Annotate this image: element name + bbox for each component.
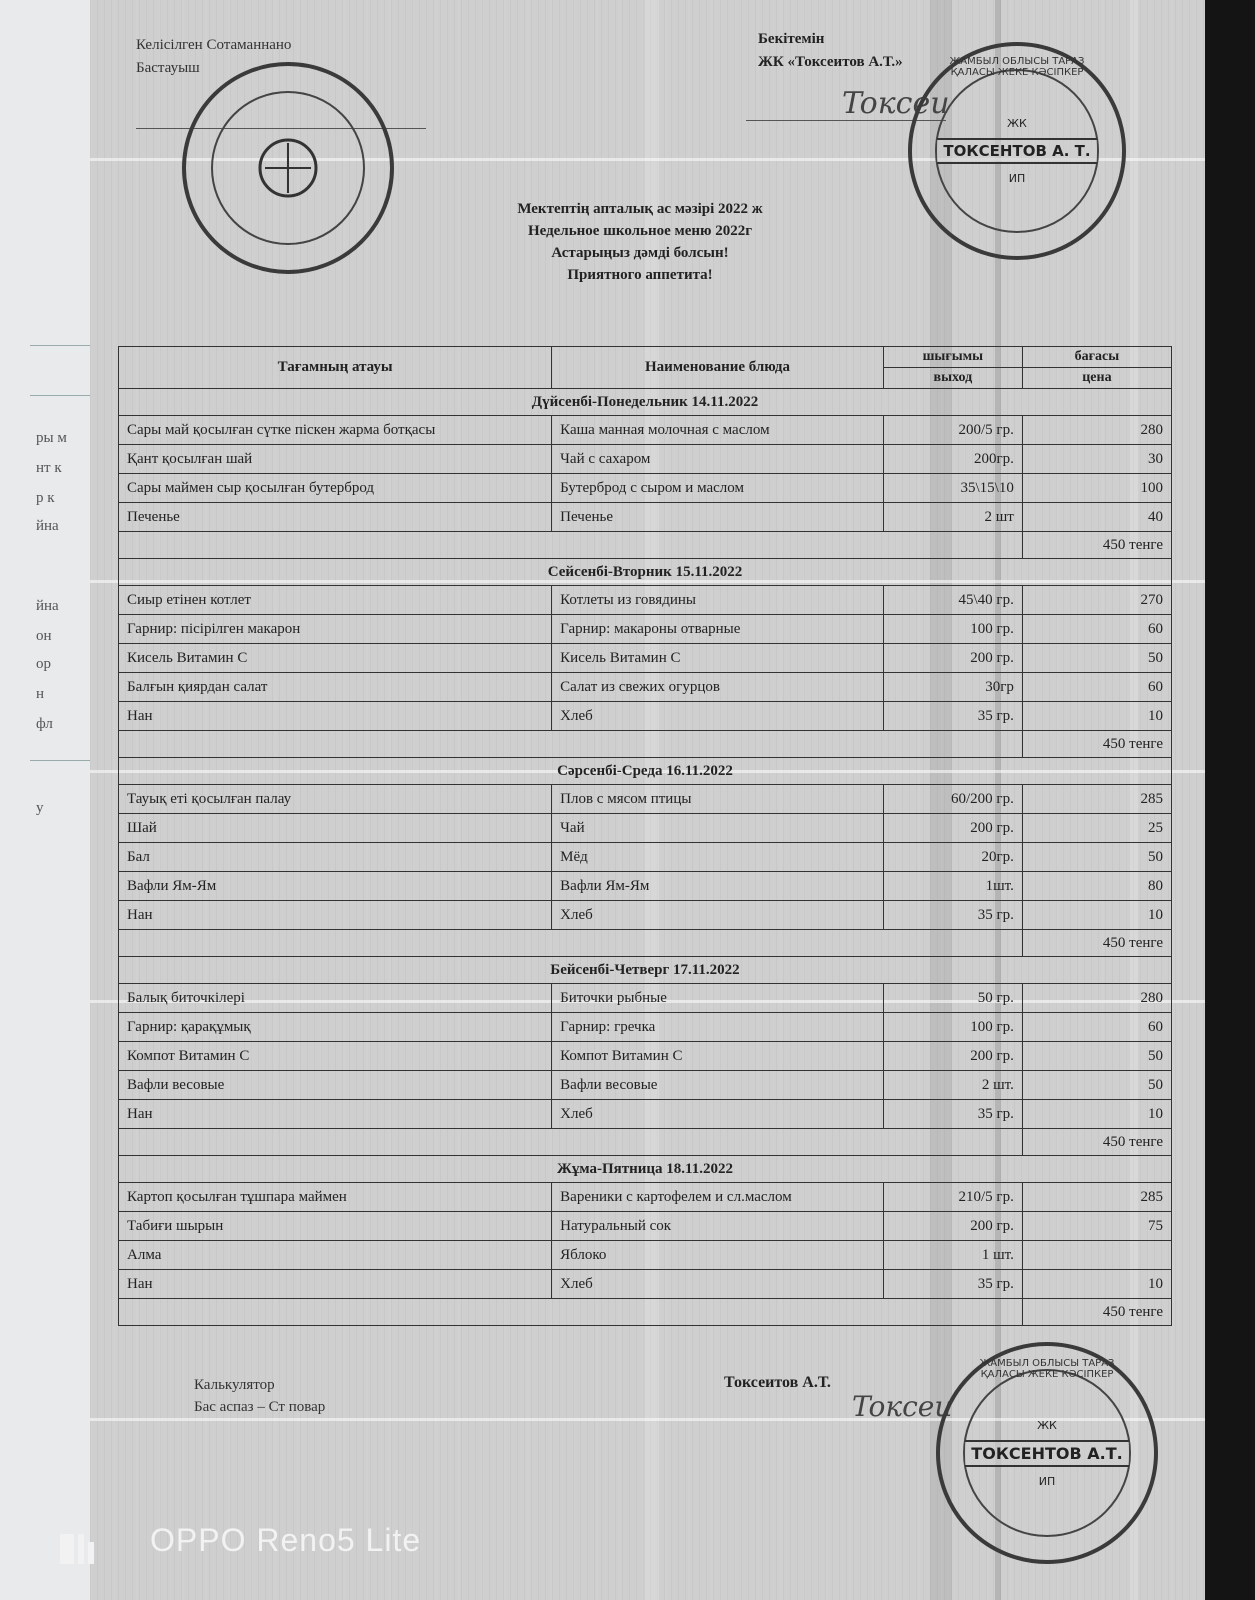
table-row: [119, 586, 1172, 615]
header-price-kz: бағасы: [1022, 347, 1171, 368]
sheet-scrap: фл: [36, 716, 53, 732]
dish-kz: Компот Витамин С: [119, 1042, 552, 1071]
sheet-scrap: йна: [36, 518, 59, 534]
dish-ru: Хлеб: [552, 901, 884, 930]
dish-price: 10: [1022, 1100, 1171, 1129]
dish-kz: Нан: [119, 901, 552, 930]
dish-kz: Печенье: [119, 503, 552, 532]
title-line4: Приятного аппетита!: [567, 267, 713, 283]
dish-kz: Вафли Ям-Ям: [119, 872, 552, 901]
header-dish-ru: Наименование блюда: [552, 347, 884, 389]
dish-price: 10: [1022, 1270, 1171, 1299]
dish-price: 10: [1022, 702, 1171, 731]
dish-ru: Яблоко: [552, 1241, 884, 1270]
dish-price: 80: [1022, 872, 1171, 901]
table-row: [119, 984, 1172, 1013]
table-row: [119, 615, 1172, 644]
stamp-toksentov-top: [908, 42, 1126, 260]
dish-kz: Гарнир: қарақұмық: [119, 1013, 552, 1042]
stamp-ring-text: ЖАМБЫЛ ОБЛЫСЫ ТАРАЗ ҚАЛАСЫ ЖЕКЕ КӘСІПКЕР: [979, 1358, 1115, 1380]
table-row: [119, 702, 1172, 731]
day-total: 450 тенге: [1022, 532, 1171, 559]
stamp-ring-text: ЖАМБЫЛ ОБЛЫСЫ ТАРАЗ ҚАЛАСЫ ЖЕКЕ КӘСІПКЕР: [949, 56, 1085, 78]
dish-ru: Хлеб: [552, 1100, 884, 1129]
title-line2: Недельное школьное меню 2022г: [527, 223, 753, 239]
table-row: [119, 843, 1172, 872]
total-spacer: [119, 930, 1023, 957]
dish-ru: Чай: [552, 814, 884, 843]
table-row: [119, 644, 1172, 673]
dish-output: 50 гр.: [883, 984, 1022, 1013]
day-header-row: [119, 559, 1172, 586]
table-row: [119, 1100, 1172, 1129]
dish-ru: Мёд: [552, 843, 884, 872]
dish-ru: Компот Витамин С: [552, 1042, 884, 1071]
dish-output: 100 гр.: [883, 615, 1022, 644]
dish-kz: Табиғи шырын: [119, 1212, 552, 1241]
table-row: [119, 1042, 1172, 1071]
dish-price: [1022, 1241, 1171, 1270]
day-total-row: [119, 1299, 1172, 1326]
dish-output: 30гр: [883, 673, 1022, 702]
dish-price: 270: [1022, 586, 1171, 615]
table-row: [119, 785, 1172, 814]
footer-calculator: Калькулятор: [194, 1377, 275, 1393]
sheet-scrap: йна: [36, 598, 59, 614]
table-row: [119, 416, 1172, 445]
dish-kz: Вафли весовые: [119, 1071, 552, 1100]
day-total: 450 тенге: [1022, 1129, 1171, 1156]
dish-ru: Хлеб: [552, 1270, 884, 1299]
dish-kz: Шай: [119, 814, 552, 843]
footer-chef: Бас аспаз – Ст повар: [194, 1399, 326, 1415]
dish-output: 200 гр.: [883, 814, 1022, 843]
dish-price: 40: [1022, 503, 1171, 532]
title-line1: Мектептің апталық ас мәзірі 2022 ж: [517, 201, 763, 217]
sheet-rule: [30, 760, 90, 761]
header-output-kz: шығымы: [883, 347, 1022, 368]
dish-output: 35 гр.: [883, 1100, 1022, 1129]
day-total: 450 тенге: [1022, 731, 1171, 758]
dish-kz: Нан: [119, 702, 552, 731]
dish-price: 75: [1022, 1212, 1171, 1241]
sheet-scrap: ор: [36, 656, 51, 672]
table-row: [119, 814, 1172, 843]
stamp-org: ЖК: [1007, 117, 1027, 130]
dish-output: 35\15\10: [883, 474, 1022, 503]
dish-output: 200 гр.: [883, 1042, 1022, 1071]
dish-kz: Қант қосылған шай: [119, 445, 552, 474]
menu-body: [119, 389, 1172, 1326]
table-row: [119, 1212, 1172, 1241]
dish-kz: Балғын қиярдан салат: [119, 673, 552, 702]
dish-price: 30: [1022, 445, 1171, 474]
dish-kz: Кисель Витамин С: [119, 644, 552, 673]
dish-price: 280: [1022, 416, 1171, 445]
total-spacer: [119, 731, 1023, 758]
dish-ru: Печенье: [552, 503, 884, 532]
table-row: [119, 1241, 1172, 1270]
stamp-type: ИП: [1008, 172, 1026, 185]
dish-output: 20гр.: [883, 843, 1022, 872]
approval-right-line2: ЖК «Токсеитов А.Т.»: [758, 54, 903, 70]
sheet-scrap: у: [36, 800, 44, 816]
table-row: [119, 872, 1172, 901]
sheet-scrap: он: [36, 628, 52, 644]
table-row: [119, 1071, 1172, 1100]
stamp-type: ИП: [1038, 1474, 1056, 1488]
dish-price: 60: [1022, 615, 1171, 644]
dish-output: 200гр.: [883, 445, 1022, 474]
footer-signature: Toксeu: [852, 1390, 953, 1423]
dish-output: 35 гр.: [883, 1270, 1022, 1299]
dish-output: 1 шт.: [883, 1241, 1022, 1270]
day-total-row: [119, 930, 1172, 957]
table-row: [119, 503, 1172, 532]
day-title: Бейсенбі-Четверг 17.11.2022: [119, 957, 1172, 984]
dish-price: 50: [1022, 644, 1171, 673]
day-total-row: [119, 1129, 1172, 1156]
day-header-row: [119, 758, 1172, 785]
dish-ru: Плов с мясом птицы: [552, 785, 884, 814]
dish-ru: Вафли Ям-Ям: [552, 872, 884, 901]
dish-output: 35 гр.: [883, 702, 1022, 731]
sheet-rule: [30, 345, 90, 346]
menu-table: [118, 346, 1172, 1326]
stamp-name: ТОКСЕНТОВ А. Т.: [937, 138, 1096, 164]
day-title: Жұма-Пятница 18.11.2022: [119, 1156, 1172, 1183]
footer-name: Токсеитов А.Т.: [724, 1374, 831, 1391]
dish-price: 100: [1022, 474, 1171, 503]
dish-kz: Балық биточкілері: [119, 984, 552, 1013]
dish-ru: Хлеб: [552, 702, 884, 731]
day-total-row: [119, 532, 1172, 559]
approval-left-line2: Бастауыш: [136, 60, 200, 76]
table-row: [119, 673, 1172, 702]
dish-kz: Алма: [119, 1241, 552, 1270]
dish-output: 100 гр.: [883, 1013, 1022, 1042]
dish-ru: Гарнир: макароны отварные: [552, 615, 884, 644]
background-edge: [1205, 0, 1255, 1600]
sheet-scrap: ры м: [36, 430, 67, 446]
sheet-scrap: нт к: [36, 460, 62, 476]
dish-price: 25: [1022, 814, 1171, 843]
dish-output: 1шт.: [883, 872, 1022, 901]
dish-output: 60/200 гр.: [883, 785, 1022, 814]
stamp-name: ТОКСЕНТОВ А.Т.: [965, 1440, 1128, 1467]
table-row: [119, 474, 1172, 503]
dish-kz: Нан: [119, 1270, 552, 1299]
dish-kz: Бал: [119, 843, 552, 872]
dish-price: 60: [1022, 673, 1171, 702]
table-row: [119, 445, 1172, 474]
stamp-toksentov-bottom: [936, 1342, 1158, 1564]
sheet-rule: [30, 395, 90, 396]
dish-kz: Сиыр етінен котлет: [119, 586, 552, 615]
dish-ru: Каша манная молочная с маслом: [552, 416, 884, 445]
sheet-scrap: н: [36, 686, 45, 702]
day-title: Сейсенбі-Вторник 15.11.2022: [119, 559, 1172, 586]
approval-right-line1: Бекітемін: [758, 31, 825, 47]
background-sheet: [0, 0, 90, 1600]
day-total: 450 тенге: [1022, 1299, 1171, 1326]
camera-watermark-icon: [58, 1528, 104, 1568]
menu-title: [390, 198, 890, 286]
approval-left-line1: Келісілген Сотаманнано: [136, 37, 292, 53]
approval-right: [758, 28, 903, 74]
dish-kz: Нан: [119, 1100, 552, 1129]
dish-ru: Котлеты из говядины: [552, 586, 884, 615]
dish-ru: Гарнир: гречка: [552, 1013, 884, 1042]
header-output-ru: выход: [883, 368, 1022, 389]
dish-price: 50: [1022, 1071, 1171, 1100]
day-title: Дүйсенбі-Понедельник 14.11.2022: [119, 389, 1172, 416]
dish-price: 285: [1022, 785, 1171, 814]
dish-ru: Чай с сахаром: [552, 445, 884, 474]
dish-ru: Салат из свежих огурцов: [552, 673, 884, 702]
day-header-row: [119, 957, 1172, 984]
table-row: [119, 1183, 1172, 1212]
total-spacer: [119, 1299, 1023, 1326]
dish-kz: Тауық еті қосылған палау: [119, 785, 552, 814]
camera-watermark: OPPO Reno5 Lite: [150, 1522, 422, 1558]
dish-output: 2 шт.: [883, 1071, 1022, 1100]
dish-output: 200 гр.: [883, 1212, 1022, 1241]
table-header-row: [119, 347, 1172, 368]
dish-price: 60: [1022, 1013, 1171, 1042]
table-row: [119, 1013, 1172, 1042]
day-total: 450 тенге: [1022, 930, 1171, 957]
dish-output: 200/5 гр.: [883, 416, 1022, 445]
dish-output: 210/5 гр.: [883, 1183, 1022, 1212]
day-header-row: [119, 1156, 1172, 1183]
round-seal-left: [182, 62, 394, 274]
dish-output: 200 гр.: [883, 644, 1022, 673]
day-title: Сәрсенбі-Среда 16.11.2022: [119, 758, 1172, 785]
header-dish-kz: Тағамның атауы: [119, 347, 552, 389]
dish-ru: Биточки рыбные: [552, 984, 884, 1013]
dish-price: 280: [1022, 984, 1171, 1013]
total-spacer: [119, 532, 1023, 559]
day-total-row: [119, 731, 1172, 758]
dish-price: 50: [1022, 1042, 1171, 1071]
title-line3: Астарыңыз дәмді болсын!: [551, 245, 729, 261]
dish-kz: Сары май қосылған сүтке піскен жарма ботқасы: [119, 416, 552, 445]
dish-kz: Гарнир: пісірілген макарон: [119, 615, 552, 644]
footer-left: [194, 1374, 325, 1418]
approval-right-signature: Toксeu: [842, 86, 950, 121]
dish-price: 285: [1022, 1183, 1171, 1212]
table-row: [119, 901, 1172, 930]
dish-ru: Натуральный сок: [552, 1212, 884, 1241]
dish-kz: Картоп қосылған тұшпара маймен: [119, 1183, 552, 1212]
menu-document: [90, 0, 1210, 1600]
dish-output: 35 гр.: [883, 901, 1022, 930]
dish-price: 50: [1022, 843, 1171, 872]
dish-kz: Сары маймен сыр қосылған бутерброд: [119, 474, 552, 503]
dish-output: 2 шт: [883, 503, 1022, 532]
dish-price: 10: [1022, 901, 1171, 930]
dish-ru: Кисель Витамин С: [552, 644, 884, 673]
table-row: [119, 1270, 1172, 1299]
stamp-org: ЖК: [1037, 1418, 1057, 1432]
header-price-ru: цена: [1022, 368, 1171, 389]
seal-inner-ring: [211, 91, 365, 245]
dish-ru: Вафли весовые: [552, 1071, 884, 1100]
day-header-row: [119, 389, 1172, 416]
total-spacer: [119, 1129, 1023, 1156]
dish-ru: Вареники с картофелем и сл.маслом: [552, 1183, 884, 1212]
dish-output: 45\40 гр.: [883, 586, 1022, 615]
dish-ru: Бутерброд с сыром и маслом: [552, 474, 884, 503]
sheet-scrap: р к: [36, 490, 55, 506]
